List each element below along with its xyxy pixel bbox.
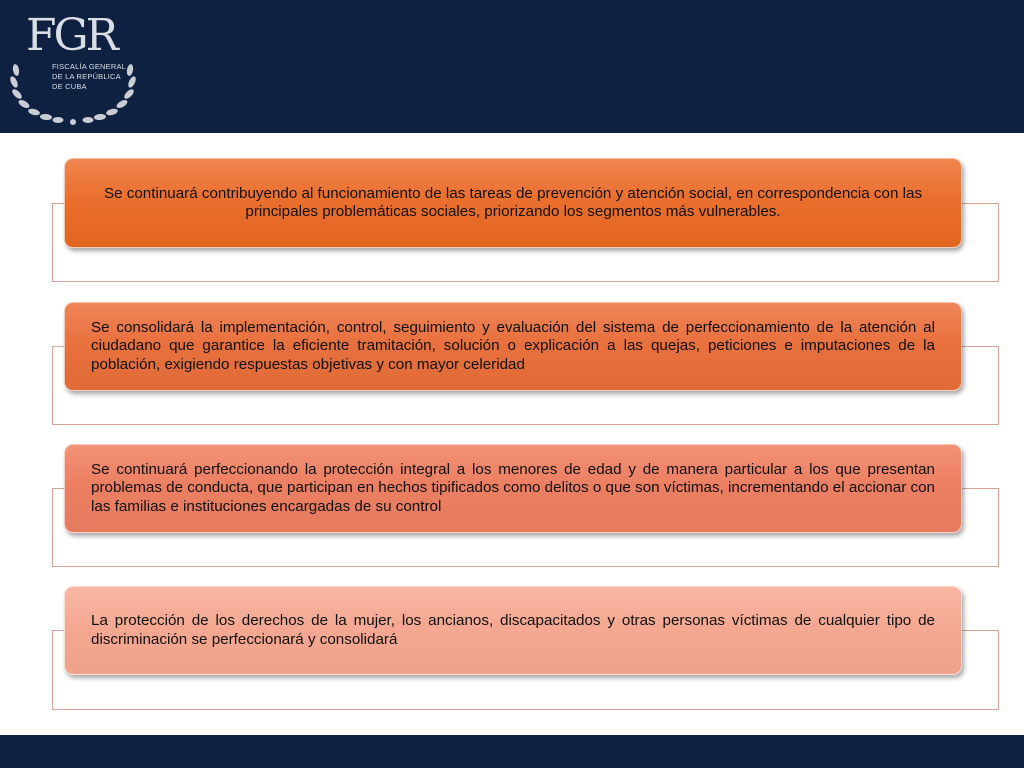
footer-bar: [0, 735, 1024, 768]
item-box-4: [64, 586, 962, 675]
item-box-2: [64, 302, 962, 391]
logo-letters: FGR: [26, 10, 116, 61]
item-text-1: Se continuará contribuyendo al funcionamiento de las tareas de prevención y atención social, en correspondencia con las principales problemáticas sociales, priorizando los segmentos más vulnerables.: [103, 184, 923, 220]
logo-org-name: [52, 62, 132, 92]
logo-line-2: DE LA REPÚBLICA: [52, 72, 121, 81]
logo-line-1: FISCALÍA GENERAL: [52, 62, 127, 71]
item-text-2: Se consolidará la implementación, control, seguimiento y evaluación del sistema de perfeccionamiento de la atención al ciudadano que garantice la eficiente tramitación, solución o explicación a las quejas, peticiones e imputaciones de la población, exigiendo respuestas objetivas y con mayor celeridad: [91, 318, 935, 373]
logo-line-3: DE CUBA: [52, 82, 87, 91]
item-box-1: [64, 158, 962, 248]
item-box-3: [64, 444, 962, 533]
item-text-4: La protección de los derechos de la mujer, los ancianos, discapacitados y otras personas víctimas de cualquier tipo de discriminación se perfeccionará y consolidará: [91, 612, 935, 648]
fgr-logo: [8, 10, 138, 125]
header-bar: [0, 0, 1024, 133]
item-text-3: Se continuará perfeccionando la protección integral a los menores de edad y de manera particular a los que presentan problemas de conducta, que participan en hechos tipificados como delitos o que son víctimas, incrementando el accionar con las familias e instituciones encargadas de su control: [91, 460, 935, 515]
